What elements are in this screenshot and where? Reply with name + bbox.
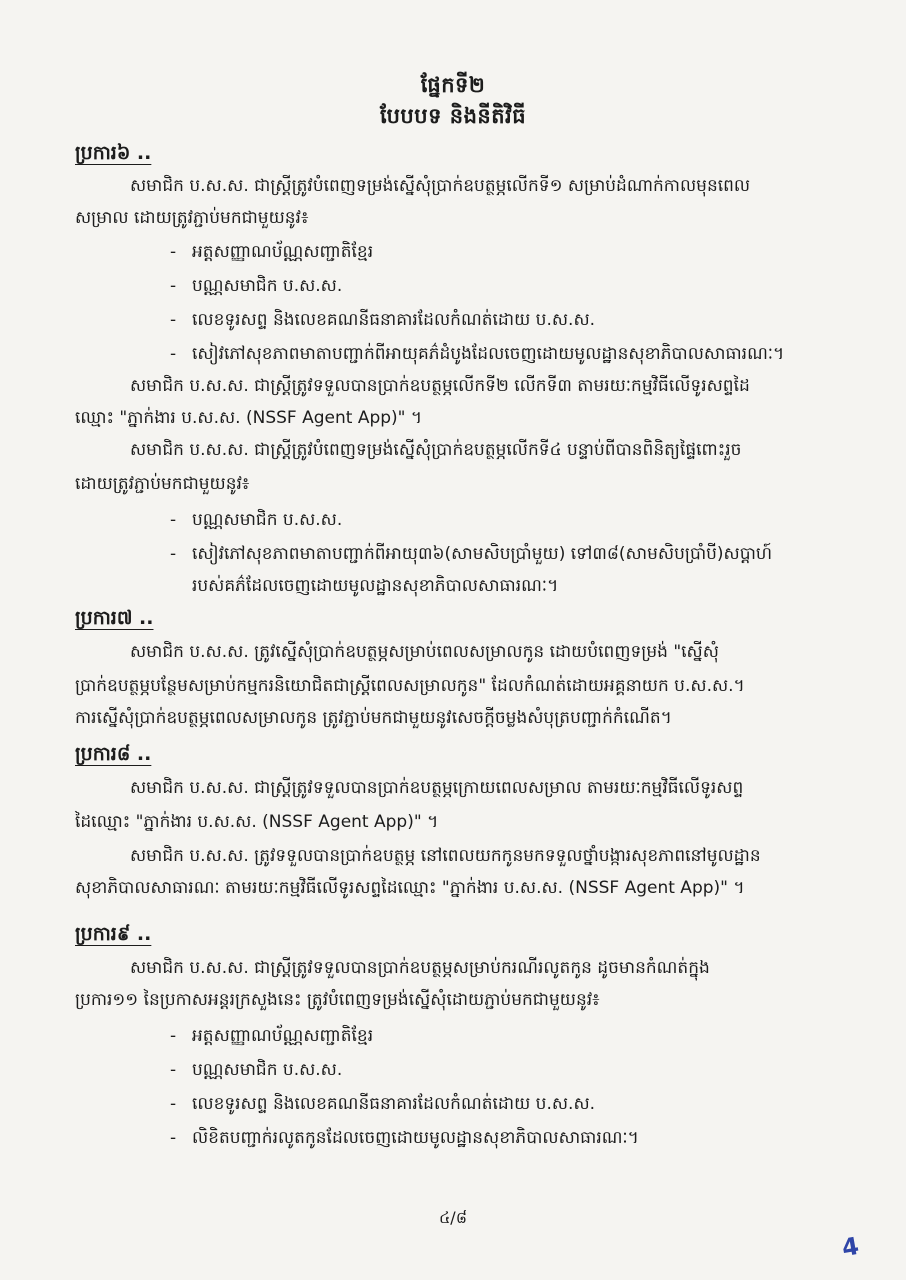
page-number: ៤/៨ (438, 1208, 468, 1227)
paragraph-line: សមាជិក ប.ស.ស. ជាស្ត្រីត្រូវទទួលបានប្រាក់ឧបត្ថម្ភក្រោយពេលសម្រាល តាមរយៈកម្មវិធីលើទូរសព្ទ (130, 778, 744, 798)
article-8-title: ប្រការ៨ .. (75, 743, 152, 765)
paragraph-line: សមាជិក ប.ស.ស. ជាស្ត្រីត្រូវបំពេញទម្រង់ស្នើសុំប្រាក់ឧបត្ថម្ភលើកទី១ សម្រាប់ដំណាក់កាលមុនពេល (130, 176, 751, 196)
dash-bullet: - (170, 1094, 177, 1114)
dash-bullet: - (170, 242, 177, 262)
paragraph-line: សមាជិក ប.ស.ស. ជាស្ត្រីត្រូវបំពេញទម្រង់ស្នើសុំប្រាក់ឧបត្ថម្ភលើកទី៤ បន្ទាប់ពីបានពិនិត្យផ្ទៃពោះរួច (130, 440, 742, 460)
part-title: បែបបទ និងនីតិវិធី (379, 104, 527, 128)
article-9-title: ប្រការ៩ .. (75, 923, 152, 945)
article-7-title: ប្រការ៧ .. (75, 607, 154, 629)
list-item-text: លេខទូរសព្ទ និងលេខគណនីធនាគារដែលកំណត់ដោយ ប.ស.ស. (192, 1094, 596, 1114)
paragraph-line: របស់គភ៌ដែលចេញដោយមូលដ្ឋានសុខាភិបាលសាធារណៈ។ (192, 576, 559, 596)
paragraph-line: សុខាភិបាលសាធារណៈ តាមរយៈកម្មវិធីលើទូរសព្ទដៃឈ្មោះ "ភ្នាក់ងារ ប.ស.ស. (NSSF Agent App)" ។ (75, 878, 745, 898)
handwritten-page-mark: 4 (839, 1231, 862, 1263)
paragraph-line: ដៃឈ្មោះ "ភ្នាក់ងារ ប.ស.ស. (NSSF Agent App)" ។ (75, 812, 439, 832)
paragraph-line: សមាជិក ប.ស.ស. ជាស្ត្រីត្រូវទទួលបានប្រាក់ឧបត្ថម្ភសម្រាប់ករណីរលូតកូន ដូចមានកំណត់ក្នុង (130, 958, 710, 978)
paragraph-line: សមាជិក ប.ស.ស. ត្រូវទទួលបានប្រាក់ឧបត្ថម្ភ នៅពេលយកកូនមកទទួលថ្នាំបង្ការសុខភាពនៅមូលដ្ឋាន (130, 846, 761, 866)
dash-bullet: - (170, 276, 177, 296)
list-item-text: អត្តសញ្ញាណប័ណ្ណសញ្ជាតិខ្មែរ (192, 242, 374, 262)
paragraph-line: សម្រាល ដោយត្រូវភ្ជាប់មកជាមួយនូវ៖ (75, 208, 309, 228)
list-item-text: សៀវភៅសុខភាពមាតាបញ្ជាក់ពីអាយុ៣៦(សាមសិបប្រាំមួយ) ទៅ៣៨(សាមសិបប្រាំបី)សប្តាហ៍ (192, 544, 773, 564)
dash-bullet: - (170, 310, 177, 330)
dash-bullet: - (170, 344, 177, 364)
paragraph-line: ឈ្មោះ "ភ្នាក់ងារ ប.ស.ស. (NSSF Agent App)" ។ (75, 408, 423, 428)
paragraph-line: ប្រការ១១ នៃប្រកាសអន្តរក្រសួងនេះ ត្រូវបំពេញទម្រង់ស្នើសុំដោយភ្ជាប់មកជាមួយនូវ៖ (75, 990, 600, 1010)
dash-bullet: - (170, 1060, 177, 1080)
paragraph-line: ដោយត្រូវភ្ជាប់មកជាមួយនូវ៖ (75, 474, 250, 494)
dash-bullet: - (170, 1128, 177, 1148)
part-heading: ផ្នែកទី២ (420, 73, 486, 97)
dash-bullet: - (170, 1026, 177, 1046)
list-item-text: បណ្ណសមាជិក ប.ស.ស. (192, 276, 343, 296)
paragraph-line: ប្រាក់ឧបត្ថម្ភបន្ថែមសម្រាប់កម្មករនិយោជិតជាស្ត្រីពេលសម្រាលកូន" ដែលកំណត់ដោយអគ្គនាយក ប.ស.ស.។ (75, 676, 745, 696)
paragraph-line: សមាជិក ប.ស.ស. ត្រូវស្នើសុំប្រាក់ឧបត្ថម្ភសម្រាប់ពេលសម្រាលកូន ដោយបំពេញទម្រង់ "ស្នើសុំ (130, 642, 719, 662)
dash-bullet: - (170, 510, 177, 530)
list-item-text: សៀវភៅសុខភាពមាតាបញ្ជាក់ពីអាយុគភ៌ដំបូងដែលចេញដោយមូលដ្ឋានសុខាភិបាលសាធារណៈ។ (192, 344, 785, 364)
paragraph-line: ការស្នើសុំប្រាក់ឧបត្ថម្ភពេលសម្រាលកូន ត្រូវភ្ជាប់មកជាមួយនូវសេចក្តីចម្លងសំបុត្របញ្ជាក់កំណើត។ (75, 708, 672, 728)
list-item-text: អត្តសញ្ញាណប័ណ្ណសញ្ជាតិខ្មែរ (192, 1026, 374, 1046)
paragraph-line: សមាជិក ប.ស.ស. ជាស្ត្រីត្រូវទទួលបានប្រាក់ឧបត្ថម្ភលើកទី២ លើកទី៣ តាមរយៈកម្មវិធីលើទូរសព្ទដៃ (130, 376, 750, 396)
article-6-title: ប្រការ៦ .. (75, 142, 152, 164)
list-item-text: បណ្ណសមាជិក ប.ស.ស. (192, 1060, 343, 1080)
list-item-text: លេខទូរសព្ទ និងលេខគណនីធនាគារដែលកំណត់ដោយ ប.ស.ស. (192, 310, 596, 330)
list-item-text: បណ្ណសមាជិក ប.ស.ស. (192, 510, 343, 530)
dash-bullet: - (170, 544, 177, 564)
list-item-text: លិខិតបញ្ជាក់រលូតកូនដែលចេញដោយមូលដ្ឋានសុខាភិបាលសាធារណៈ។ (192, 1128, 639, 1148)
